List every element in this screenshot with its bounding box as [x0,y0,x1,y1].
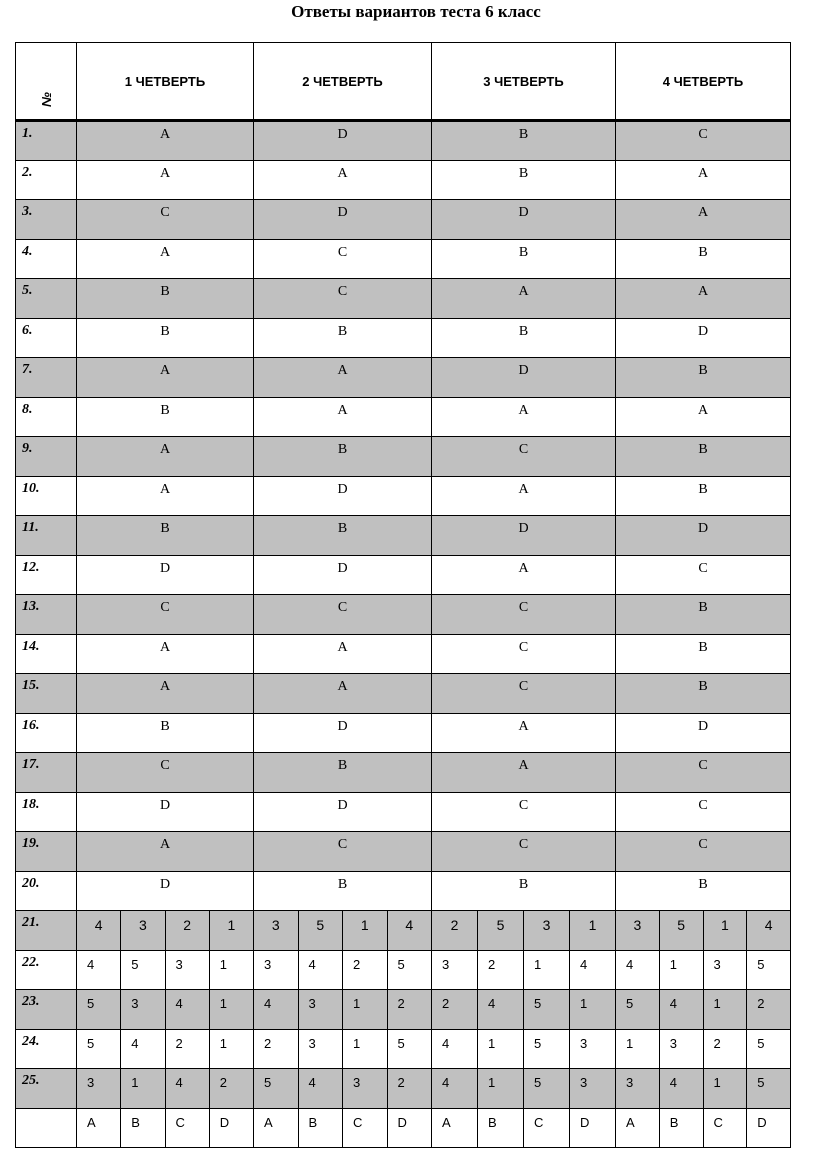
question-number: 7. [16,358,77,398]
quarter-1-header: 1 ЧЕТВЕРТЬ [77,43,254,121]
answer-cell-q3: B [432,121,616,161]
match-cell: 1 [570,911,616,951]
header-row [16,43,791,121]
match-cell: 1 [570,990,616,1030]
table-row [16,476,791,516]
match-cell: 3 [254,950,299,990]
answer-cell-q2: A [254,634,432,674]
answer-cell-q1: B [77,516,254,556]
answer-cell-q1: A [77,832,254,872]
match-cell: 1 [616,1029,660,1069]
match-cell: 4 [616,950,660,990]
letter-cell: D [570,1108,616,1148]
question-number: 6. [16,318,77,358]
match-cell: 2 [387,1069,432,1109]
answer-cell-q3: C [432,634,616,674]
match-cell: 5 [77,990,121,1030]
answers-table [15,42,791,1148]
quarter-2-header: 2 ЧЕТВЕРТЬ [254,43,432,121]
answer-cell-q3: B [432,160,616,200]
answer-cell-q4: C [616,555,791,595]
question-number: 21. [16,911,77,951]
match-cell: 3 [254,911,299,951]
question-number: 19. [16,832,77,872]
answer-cell-q1: B [77,713,254,753]
match-cell: 5 [524,1029,570,1069]
answer-cell-q4: B [616,634,791,674]
match-cell: 4 [478,990,524,1030]
question-number: 9. [16,437,77,477]
match-cell: 2 [432,990,478,1030]
match-cell: 2 [165,911,209,951]
question-number: 25. [16,1069,77,1109]
answer-cell-q1: B [77,397,254,437]
answer-cell-q2: C [254,279,432,319]
match-cell: 2 [343,950,388,990]
letter-cell: C [524,1108,570,1148]
answer-cell-q1: A [77,476,254,516]
answer-cell-q3: C [432,832,616,872]
match-cell: 3 [121,990,165,1030]
match-cell: 4 [165,990,209,1030]
table-row [16,634,791,674]
letter-cell: B [121,1108,165,1148]
answer-cell-q1: A [77,358,254,398]
match-cell: 2 [432,911,478,951]
table-row [16,200,791,240]
answer-cell-q1: B [77,318,254,358]
question-number: 5. [16,279,77,319]
table-row [16,555,791,595]
match-cell: 3 [616,1069,660,1109]
answer-cell-q2: D [254,476,432,516]
table-row [16,753,791,793]
answer-cell-q1: B [77,279,254,319]
match-cell: 1 [478,1069,524,1109]
answer-cell-q4: A [616,160,791,200]
answer-cell-q4: B [616,871,791,911]
answer-cell-q3: A [432,279,616,319]
table-row [16,595,791,635]
answer-cell-q3: A [432,476,616,516]
answer-cell-q3: C [432,437,616,477]
answer-cell-q3: A [432,555,616,595]
answer-cell-q3: B [432,318,616,358]
quarter-3-header: 3 ЧЕТВЕРТЬ [432,43,616,121]
table-row [16,1029,791,1069]
answer-cell-q3: D [432,358,616,398]
match-cell: 5 [747,1029,791,1069]
empty-cell [16,1108,77,1148]
answer-cell-q1: A [77,160,254,200]
answer-cell-q2: C [254,239,432,279]
answer-cell-q3: D [432,516,616,556]
table-row [16,950,791,990]
question-number: 8. [16,397,77,437]
answer-cell-q2: B [254,516,432,556]
match-cell: 1 [703,911,747,951]
match-cell: 3 [432,950,478,990]
answer-cell-q4: D [616,713,791,753]
match-cell: 2 [387,990,432,1030]
question-number: 16. [16,713,77,753]
match-cell: 1 [343,1029,388,1069]
match-cell: 2 [209,1069,253,1109]
answer-cell-q1: C [77,200,254,240]
table-row [16,792,791,832]
question-number: 24. [16,1029,77,1069]
match-cell: 2 [747,990,791,1030]
question-number: 15. [16,674,77,714]
match-cell: 4 [121,1029,165,1069]
match-cell: 4 [77,950,121,990]
answer-cell-q4: B [616,358,791,398]
answer-cell-q3: C [432,792,616,832]
match-cell: 5 [616,990,660,1030]
answer-cell-q1: A [77,239,254,279]
question-number: 2. [16,160,77,200]
table-row [16,318,791,358]
table-row [16,121,791,161]
letter-cell: C [165,1108,209,1148]
match-cell: 4 [659,1069,703,1109]
table-row [16,871,791,911]
match-cell: 4 [432,1069,478,1109]
table-row [16,1069,791,1109]
match-cell: 4 [387,911,432,951]
answer-cell-q4: C [616,121,791,161]
match-cell: 3 [298,1029,343,1069]
match-cell: 3 [659,1029,703,1069]
answer-cell-q4: C [616,832,791,872]
match-cell: 5 [387,950,432,990]
match-cell: 4 [165,1069,209,1109]
answer-cell-q4: B [616,595,791,635]
answer-cell-q2: A [254,397,432,437]
match-cell: 5 [524,1069,570,1109]
answer-cell-q4: A [616,397,791,437]
answer-cell-q1: A [77,121,254,161]
answer-cell-q2: A [254,358,432,398]
answer-cell-q2: C [254,832,432,872]
match-cell: 1 [209,911,253,951]
answer-cell-q4: B [616,674,791,714]
match-cell: 5 [524,990,570,1030]
match-cell: 1 [343,911,388,951]
answer-cell-q4: B [616,437,791,477]
match-cell: 5 [478,911,524,951]
answer-cell-q1: D [77,871,254,911]
match-cell: 1 [659,950,703,990]
quarter-4-header: 4 ЧЕТВЕРТЬ [616,43,791,121]
answer-cell-q2: D [254,792,432,832]
letter-cell: D [747,1108,791,1148]
answers-body [16,121,791,1148]
letter-cell: A [77,1108,121,1148]
question-number: 22. [16,950,77,990]
match-cell: 2 [478,950,524,990]
match-cell: 5 [747,950,791,990]
match-cell: 4 [254,990,299,1030]
letter-cell: A [254,1108,299,1148]
answer-cell-q2: D [254,121,432,161]
match-cell: 3 [524,911,570,951]
match-cell: 3 [298,990,343,1030]
match-cell: 3 [343,1069,388,1109]
answer-cell-q2: D [254,555,432,595]
match-cell: 2 [703,1029,747,1069]
match-cell: 3 [121,911,165,951]
answer-cell-q2: B [254,871,432,911]
answer-cell-q1: D [77,792,254,832]
letters-row [16,1108,791,1148]
letter-cell: B [298,1108,343,1148]
answer-cell-q2: D [254,713,432,753]
question-number: 1. [16,121,77,161]
match-cell: 1 [209,1029,253,1069]
match-cell: 4 [570,950,616,990]
answer-cell-q4: B [616,239,791,279]
match-cell: 5 [747,1069,791,1109]
letter-cell: A [616,1108,660,1148]
match-cell: 3 [77,1069,121,1109]
match-cell: 1 [703,1069,747,1109]
answer-cell-q2: D [254,200,432,240]
match-cell: 3 [703,950,747,990]
table-row [16,713,791,753]
match-cell: 5 [121,950,165,990]
answer-cell-q2: C [254,595,432,635]
match-cell: 5 [254,1069,299,1109]
table-row [16,397,791,437]
table-row [16,990,791,1030]
answer-cell-q1: A [77,674,254,714]
answer-cell-q4: D [616,318,791,358]
answer-cell-q3: C [432,595,616,635]
question-number: 14. [16,634,77,674]
answer-cell-q4: B [616,476,791,516]
match-cell: 4 [298,1069,343,1109]
table-row [16,516,791,556]
table-row [16,160,791,200]
answer-cell-q1: C [77,753,254,793]
table-row [16,437,791,477]
answer-cell-q1: A [77,634,254,674]
answer-cell-q2: A [254,160,432,200]
table-row [16,832,791,872]
match-cell: 1 [703,990,747,1030]
answer-cell-q1: C [77,595,254,635]
answer-cell-q2: B [254,753,432,793]
match-cell: 2 [254,1029,299,1069]
match-cell: 2 [165,1029,209,1069]
question-number: 13. [16,595,77,635]
answer-cell-q4: A [616,200,791,240]
answer-cell-q4: D [616,516,791,556]
answer-cell-q3: A [432,753,616,793]
match-cell: 5 [387,1029,432,1069]
match-cell: 3 [570,1069,616,1109]
letter-cell: B [659,1108,703,1148]
match-cell: 4 [298,950,343,990]
match-cell: 1 [209,990,253,1030]
match-cell: 3 [165,950,209,990]
page-title: Ответы вариантов теста 6 класс [291,2,541,21]
question-number: 18. [16,792,77,832]
match-cell: 1 [478,1029,524,1069]
answer-cell-q2: B [254,437,432,477]
answer-cell-q1: A [77,437,254,477]
answer-cell-q1: D [77,555,254,595]
number-column-header [16,43,77,121]
table-row [16,239,791,279]
question-number: 4. [16,239,77,279]
answer-cell-q2: B [254,318,432,358]
match-cell: 1 [121,1069,165,1109]
letter-cell: C [343,1108,388,1148]
table-row [16,358,791,398]
question-number: 11. [16,516,77,556]
table-row [16,279,791,319]
answer-cell-q3: A [432,713,616,753]
number-sign-label: № [38,92,54,107]
question-number: 3. [16,200,77,240]
letter-cell: A [432,1108,478,1148]
question-number: 17. [16,753,77,793]
table-row [16,911,791,951]
letter-cell: C [703,1108,747,1148]
question-number: 20. [16,871,77,911]
match-cell: 5 [77,1029,121,1069]
match-cell: 4 [432,1029,478,1069]
match-cell: 1 [524,950,570,990]
answer-cell-q3: D [432,200,616,240]
letter-cell: D [209,1108,253,1148]
question-number: 23. [16,990,77,1030]
table-row [16,674,791,714]
question-number: 12. [16,555,77,595]
match-cell: 5 [298,911,343,951]
answer-cell-q4: C [616,792,791,832]
match-cell: 3 [616,911,660,951]
answer-cell-q4: A [616,279,791,319]
match-cell: 4 [747,911,791,951]
answer-cell-q3: B [432,239,616,279]
match-cell: 4 [659,990,703,1030]
answer-cell-q4: C [616,753,791,793]
answer-cell-q3: C [432,674,616,714]
match-cell: 5 [659,911,703,951]
answer-cell-q3: A [432,397,616,437]
answer-cell-q2: A [254,674,432,714]
match-cell: 3 [570,1029,616,1069]
letter-cell: B [478,1108,524,1148]
match-cell: 4 [77,911,121,951]
match-cell: 1 [209,950,253,990]
question-number: 10. [16,476,77,516]
letter-cell: D [387,1108,432,1148]
match-cell: 1 [343,990,388,1030]
answer-cell-q3: B [432,871,616,911]
